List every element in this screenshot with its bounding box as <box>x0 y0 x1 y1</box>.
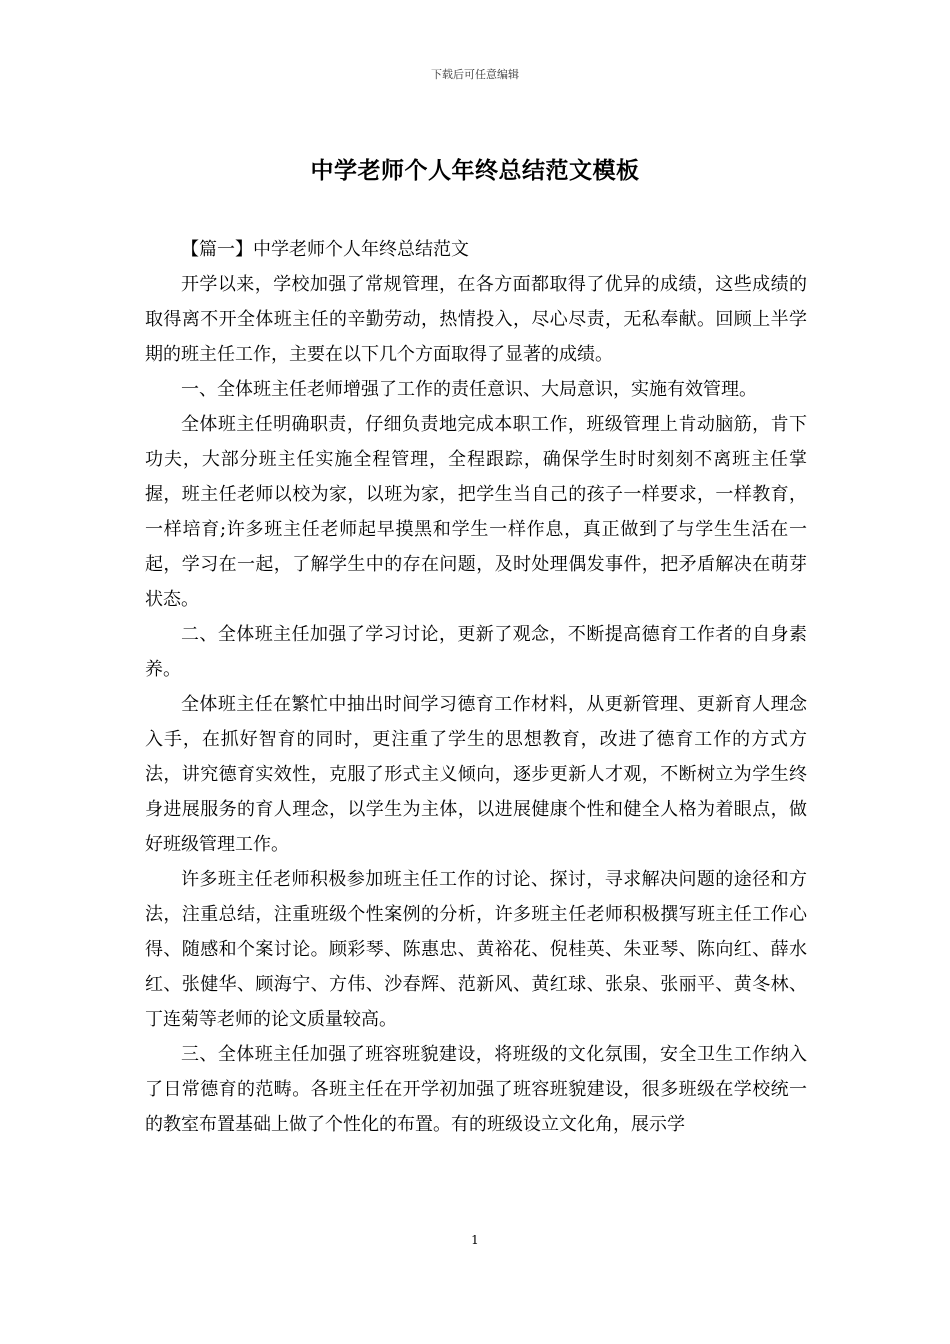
paragraph: 三、全体班主任加强了班容班貌建设，将班级的文化氛围，安全卫生工作纳入了日常德育的范畴。各班主任在开学初加强了班容班貌建设，很多班级在学校统一的教室布置基础上做了个性化的布置。有的班级设立文化角，展示学 <box>145 1044 807 1135</box>
section-heading: 【篇一】中学老师个人年终总结范文 <box>181 239 469 260</box>
page-number: 1 <box>471 1233 479 1247</box>
paragraph: 全体班主任明确职责，仔细负责地完成本职工作，班级管理上肯动脑筋，肯下功夫，大部分班主任实施全程管理，全程跟踪，确保学生时时刻刻不离班主任掌握，班主任老师以校为家，以班为家，把学生当自己的孩子一样要求，一样教育，一样培育;许多班主任老师起早摸黑和学生一样作息，真正做到了与学生生活在一起，学习在一起，了解学生中的存在问题，及时处理偶发事件，把矛盾解决在萌芽状态。 <box>145 414 807 610</box>
paragraph: 全体班主任在繁忙中抽出时间学习德育工作材料，从更新管理、更新育人理念入手，在抓好智育的同时，更注重了学生的思想教育，改进了德育工作的方式方法，讲究德育实效性，克服了形式主义倾向，逐步更新人才观，不断树立为学生终身进展服务的育人理念，以学生为主体，以进展健康个性和健全人格为着眼点，做好班级管理工作。 <box>145 694 807 855</box>
document-body <box>145 232 807 1142</box>
document-title: 中学老师个人年终总结范文模板 <box>310 157 640 184</box>
paragraph: 开学以来，学校加强了常规管理，在各方面都取得了优异的成绩，这些成绩的取得离不开全体班主任的辛勤劳动，热情投入，尽心尽责，无私奉献。回顾上半学期的班主任工作，主要在以下几个方面取得了显著的成绩。 <box>145 274 807 365</box>
paragraph: 二、全体班主任加强了学习讨论，更新了观念，不断提高德育工作者的自身素养。 <box>145 624 807 680</box>
paragraph: 一、全体班主任老师增强了工作的责任意识、大局意识，实施有效管理。 <box>181 379 757 400</box>
paragraph: 许多班主任老师积极参加班主任工作的讨论、探讨，寻求解决问题的途径和方法，注重总结，注重班级个性案例的分析，许多班主任老师积极撰写班主任工作心得、随感和个案讨论。顾彩琴、陈惠忠、黄裕花、倪桂英、朱亚琴、陈向红、薛水红、张健华、顾海宁、方伟、沙春辉、范新风、黄红球、张泉、张丽平、黄冬林、丁连菊等老师的论文质量较高。 <box>145 869 807 1030</box>
page-header-note: 下载后可任意编辑 <box>431 68 519 81</box>
